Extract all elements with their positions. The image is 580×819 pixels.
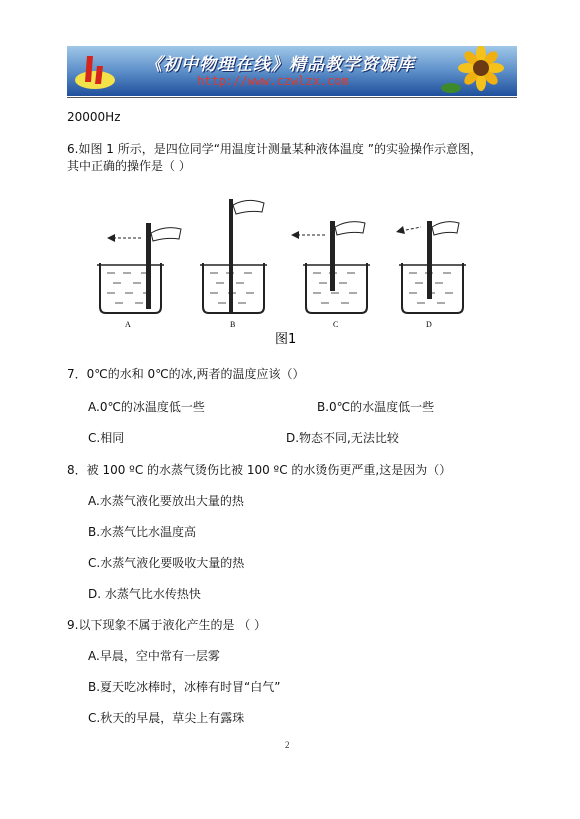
question-9-option-b: B.夏天吃冰棒时，冰棒有时冒“白气” [88, 680, 281, 694]
figure-caption: 图1 [275, 332, 297, 345]
page-number: 2 [285, 740, 290, 750]
figure-label-d: D [426, 320, 432, 329]
question-8-option-c: C.水蒸气液化要吸收大量的热 [88, 556, 245, 570]
header-rule [67, 97, 517, 98]
question-7-option-b: B.0℃的水温度低一些 [317, 400, 435, 414]
question-6-line-1: 6.如图 1 所示，是四位同学“用温度计测量某种液体温度 ”的实验操作示意图， [67, 142, 482, 156]
beaker-a [97, 223, 181, 329]
question-9: 9.以下现象不属于液化产生的是 （ ） [67, 618, 267, 632]
question-6-line-2: 其中正确的操作是（ ） [67, 159, 191, 173]
question-8: 8．被 100 ºC 的水蒸气烫伤比被 100 ºC 的水烫伤更严重,这是因为（） [67, 463, 452, 477]
question-9-option-c: C.秋天的早晨，草尖上有露珠 [88, 711, 245, 725]
header-title: 《初中物理在线》精品教学资源库 [145, 55, 415, 75]
figure-label-b: B [230, 320, 236, 329]
question-8-option-b: B.水蒸气比水温度高 [88, 525, 197, 539]
figure-1 [95, 185, 485, 345]
header-banner [67, 46, 517, 96]
header-url: http://www.czwlzx.com [197, 74, 349, 88]
question-8-option-a: A.水蒸气液化要放出大量的热 [88, 494, 244, 508]
beaker-d [396, 221, 466, 329]
question-9-option-a: A.早晨，空中常有一层雾 [88, 649, 220, 663]
question-7: 7．0℃的水和 0℃的冰,两者的温度应该（） [67, 367, 305, 381]
beaker-c [291, 221, 370, 329]
text-line: 20000Hz [67, 110, 121, 124]
site-logo-icon [73, 50, 117, 92]
question-8-option-d: D. 水蒸气比水传热快 [88, 587, 201, 601]
figure-label-a: A [125, 320, 131, 329]
sunflower-icon [441, 46, 511, 96]
question-7-option-d: D.物态不同,无法比较 [286, 431, 399, 445]
question-7-option-c: C.相同 [88, 431, 125, 445]
beaker-b [200, 199, 267, 329]
question-7-option-a: A.0℃的冰温度低一些 [88, 400, 205, 414]
figure-label-c: C [333, 320, 339, 329]
